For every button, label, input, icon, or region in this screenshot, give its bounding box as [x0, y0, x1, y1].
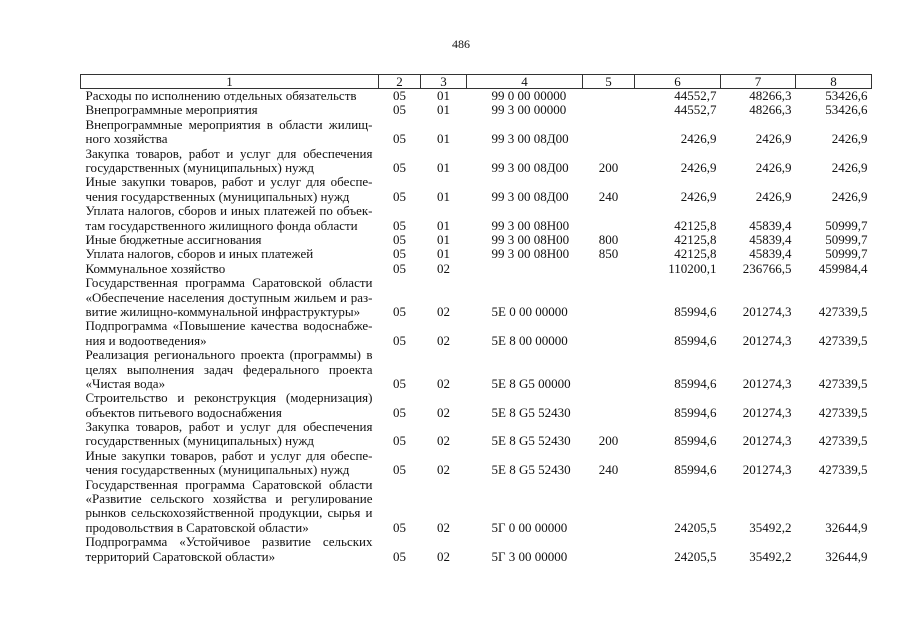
amount-year-3: 427339,5: [818, 433, 868, 449]
target-article-code: 5Е 8 G5 00000: [491, 375, 571, 391]
table-row: [81, 348, 872, 391]
row-name-line: Расходы по исполнению отдельных обязательств: [85, 88, 357, 104]
amount-year-3: 50999,7: [825, 217, 868, 233]
table-row: [81, 420, 872, 449]
expense-type-code: [583, 262, 635, 276]
row-name-line: целях выполнения задач федерального проекта: [85, 361, 373, 377]
amount-year-2: 35492,2: [749, 548, 792, 564]
row-name-line: Уплата налогов, сборов и иных платежей: [85, 246, 314, 262]
expense-type-code: [583, 276, 635, 319]
row-name-line: «Развитие сельского хозяйства и регулирование: [85, 491, 373, 507]
subsection-code: 02: [437, 404, 450, 420]
target-article-code: 5Е 8 G5 52430: [491, 462, 571, 478]
section-code: 05: [393, 519, 406, 535]
target-article-code: 5Г 0 00 00000: [491, 519, 568, 535]
expense-type-code: 200: [598, 159, 619, 175]
column-header: 1: [81, 75, 379, 89]
row-name: [81, 247, 379, 261]
row-name-line: ния и водоотведения»: [85, 332, 207, 348]
table-row: [81, 276, 872, 319]
row-name: [81, 276, 379, 319]
amount-year-1: 85994,6: [674, 404, 717, 420]
table-row: [81, 175, 872, 204]
amount-year-1: 42125,8: [674, 217, 717, 233]
row-name-line: Закупка товаров, работ и услуг для обеспечения: [85, 145, 373, 161]
target-article-code: 99 3 00 00000: [491, 102, 567, 118]
table-row: [81, 478, 872, 536]
amount-year-1: 85994,6: [674, 303, 717, 319]
row-name-line: ного хозяйства: [85, 131, 168, 147]
amount-year-3: 427339,5: [818, 332, 868, 348]
row-name-line: Иные закупки товаров, работ и услуг для обеспе-: [85, 447, 373, 463]
subsection-code: 01: [437, 131, 450, 147]
target-article-code: [467, 262, 583, 276]
amount-year-2: 201274,3: [742, 332, 792, 348]
amount-year-1: 2426,9: [680, 159, 717, 175]
amount-year-1: 24205,5: [674, 548, 717, 564]
page-number: 486: [452, 37, 470, 51]
section-code: 05: [393, 188, 406, 204]
amount-year-3: 32644,9: [825, 519, 868, 535]
subsection-code: 01: [437, 102, 450, 118]
subsection-code: 02: [437, 260, 450, 276]
row-name-line: Реализация регионального проекта (программы) в: [85, 347, 373, 363]
amount-year-3: 50999,7: [825, 231, 868, 247]
amount-year-2: 201274,3: [742, 375, 792, 391]
row-name-line: Закупка товаров, работ и услуг для обеспечения: [85, 419, 373, 435]
amount-year-1: 44552,7: [674, 88, 717, 103]
row-name: [81, 175, 379, 204]
expense-type-code: [583, 535, 635, 564]
subsection-code: 02: [437, 519, 450, 535]
target-article-code: 5Е 0 00 00000: [491, 303, 568, 319]
target-article-code: 99 3 00 08Д00: [491, 131, 569, 147]
amount-year-2: 48266,3: [749, 102, 792, 118]
amount-year-2: 45839,4: [749, 231, 792, 247]
amount-year-3: 427339,5: [818, 375, 868, 391]
expense-type-code: 240: [598, 188, 619, 204]
expense-type-code: [583, 319, 635, 348]
amount-year-1: 85994,6: [674, 375, 717, 391]
column-header: 2: [379, 75, 421, 89]
expense-type-code: [583, 204, 635, 233]
amount-year-1: 85994,6: [674, 332, 717, 348]
table-row: [81, 118, 872, 147]
subsection-code: 02: [437, 332, 450, 348]
row-name-line: государственных (муниципальных) нужд: [85, 159, 314, 175]
section-code: 05: [393, 217, 406, 233]
subsection-code: 02: [437, 462, 450, 478]
row-name: [81, 319, 379, 348]
subsection-code: 02: [437, 303, 450, 319]
table-row: [81, 89, 872, 104]
table-row: [81, 147, 872, 176]
expense-type-code: 200: [598, 433, 619, 449]
expense-type-code: [583, 118, 635, 147]
target-article-code: 99 0 00 00000: [491, 88, 567, 103]
row-name: [81, 262, 379, 276]
row-name-line: продовольствия в Саратовской области»: [85, 519, 309, 535]
amount-year-3: 53426,6: [825, 102, 868, 118]
table-row: [81, 204, 872, 233]
row-name-line: Иные закупки товаров, работ и услуг для обеспе-: [85, 174, 373, 190]
amount-year-2: 45839,4: [749, 217, 792, 233]
target-article-code: 99 3 00 08Н00: [491, 231, 570, 247]
table-row: [81, 319, 872, 348]
amount-year-3: 427339,5: [818, 303, 868, 319]
target-article-code: 5Е 8 G5 52430: [491, 433, 571, 449]
subsection-code: 01: [437, 246, 450, 262]
table-row: [81, 103, 872, 117]
subsection-code: 02: [437, 548, 450, 564]
expense-type-code: [583, 478, 635, 536]
expense-type-code: [583, 391, 635, 420]
column-header: 3: [421, 75, 467, 89]
amount-year-1: 85994,6: [674, 462, 717, 478]
amount-year-2: 236766,5: [742, 260, 792, 276]
amount-year-2: 45839,4: [749, 246, 792, 262]
row-name-line: Строительство и реконструкция (модернизация): [85, 390, 373, 406]
amount-year-3: 50999,7: [825, 246, 868, 262]
row-name: [81, 420, 379, 449]
subsection-code: 01: [437, 188, 450, 204]
target-article-code: 5Г 3 00 00000: [491, 548, 568, 564]
row-name-line: государственных (муниципальных) нужд: [85, 433, 314, 449]
subsection-code: 02: [437, 433, 450, 449]
row-name: [81, 348, 379, 391]
row-name-line: там государственного жилищного фонда области: [85, 217, 358, 233]
section-code: 05: [393, 548, 406, 564]
table-row: [81, 262, 872, 276]
row-name-line: «Чистая вода»: [85, 375, 166, 391]
row-name-line: Государственная программа Саратовской области: [85, 476, 373, 492]
table-row: [81, 391, 872, 420]
table-row: [81, 233, 872, 247]
amount-year-2: 2426,9: [755, 159, 792, 175]
section-code: 05: [393, 303, 406, 319]
amount-year-2: 2426,9: [755, 131, 792, 147]
amount-year-1: 110200,1: [668, 260, 717, 276]
row-name: [81, 147, 379, 176]
section-code: 05: [393, 375, 406, 391]
section-code: 05: [393, 462, 406, 478]
section-code: 05: [393, 246, 406, 262]
expense-type-code: 800: [598, 231, 619, 247]
target-article-code: 99 3 00 08Н00: [491, 246, 570, 262]
row-name: [81, 103, 379, 117]
subsection-code: 02: [437, 375, 450, 391]
section-code: 05: [393, 102, 406, 118]
row-name: [81, 449, 379, 478]
amount-year-3: 459984,4: [818, 260, 868, 276]
target-article-code: 5Е 8 00 00000: [491, 332, 568, 348]
section-code: 05: [393, 231, 406, 247]
column-header: 8: [796, 75, 872, 89]
amount-year-1: 42125,8: [674, 246, 717, 262]
table-row: [81, 247, 872, 261]
column-header: 5: [583, 75, 635, 89]
amount-year-2: 35492,2: [749, 519, 792, 535]
amount-year-2: 201274,3: [742, 404, 792, 420]
row-name: [81, 478, 379, 536]
row-name: [81, 233, 379, 247]
amount-year-1: 44552,7: [674, 102, 717, 118]
row-name-line: Уплата налогов, сборов и иных платежей по объек-: [85, 203, 373, 219]
column-header: 4: [467, 75, 583, 89]
target-article-code: 5Е 8 G5 52430: [491, 404, 571, 420]
row-name-line: Государственная программа Саратовской области: [85, 275, 373, 291]
column-header: 7: [721, 75, 796, 89]
section-code: 05: [393, 88, 406, 103]
row-name-line: «Обеспечение населения доступным жильем и раз-: [85, 289, 373, 305]
target-article-code: 99 3 00 08Д00: [491, 159, 569, 175]
amount-year-3: 427339,5: [818, 404, 868, 420]
expense-type-code: [583, 348, 635, 391]
section-code: 05: [393, 404, 406, 420]
table-body: [81, 89, 872, 564]
section-code: 05: [393, 159, 406, 175]
subsection-code: 01: [437, 159, 450, 175]
table-row: [81, 535, 872, 564]
row-name: [81, 89, 379, 104]
row-name: [81, 204, 379, 233]
amount-year-2: 201274,3: [742, 433, 792, 449]
row-name: [81, 535, 379, 564]
amount-year-1: 42125,8: [674, 231, 717, 247]
section-code: 05: [393, 131, 406, 147]
amount-year-2: 201274,3: [742, 462, 792, 478]
subsection-code: 01: [437, 231, 450, 247]
amount-year-2: 2426,9: [755, 188, 792, 204]
amount-year-3: 2426,9: [831, 159, 868, 175]
section-code: 05: [393, 332, 406, 348]
target-article-code: 99 3 00 08Н00: [491, 217, 570, 233]
amount-year-2: 48266,3: [749, 88, 792, 103]
row-name-line: Подпрограмма «Устойчивое развитие сельских: [85, 534, 373, 550]
amount-year-1: 2426,9: [680, 131, 717, 147]
row-name-line: территорий Саратовской области»: [85, 548, 276, 564]
row-name-line: Внепрограммные мероприятия в области жилищ-: [85, 116, 373, 132]
target-article-code: 99 3 00 08Д00: [491, 188, 569, 204]
row-name: [81, 391, 379, 420]
row-name-line: Внепрограммные мероприятия: [85, 102, 258, 118]
expense-type-code: [583, 89, 635, 104]
row-name-line: Коммунальное хозяйство: [85, 260, 226, 276]
row-name-line: объектов питьевого водоснабжения: [85, 404, 282, 420]
section-code: 05: [393, 260, 406, 276]
amount-year-3: 427339,5: [818, 462, 868, 478]
amount-year-3: 2426,9: [831, 188, 868, 204]
amount-year-1: 24205,5: [674, 519, 717, 535]
table-row: [81, 449, 872, 478]
row-name-line: чения государственных (муниципальных) нужд: [85, 188, 350, 204]
expense-type-code: [583, 103, 635, 117]
amount-year-2: 201274,3: [742, 303, 792, 319]
row-name: [81, 118, 379, 147]
subsection-code: 01: [437, 88, 450, 103]
expense-type-code: 850: [598, 246, 619, 262]
amount-year-3: 53426,6: [825, 88, 868, 103]
row-name-line: чения государственных (муниципальных) нужд: [85, 462, 350, 478]
amount-year-3: 32644,9: [825, 548, 868, 564]
section-code: 05: [393, 433, 406, 449]
row-name-line: Иные бюджетные ассигнования: [85, 231, 262, 247]
row-name-line: Подпрограмма «Повышение качества водоснабже-: [85, 318, 373, 334]
amount-year-3: 2426,9: [831, 131, 868, 147]
subsection-code: 01: [437, 217, 450, 233]
header-row: [81, 75, 872, 89]
amount-year-1: 2426,9: [680, 188, 717, 204]
row-name-line: рынков сельскохозяйственной продукции, сырья и: [85, 505, 373, 521]
column-header: 6: [635, 75, 721, 89]
row-name-line: витие жилищно-коммунальной инфраструктуры»: [85, 303, 361, 319]
amount-year-1: 85994,6: [674, 433, 717, 449]
budget-table: [80, 74, 872, 564]
expense-type-code: 240: [598, 462, 619, 478]
